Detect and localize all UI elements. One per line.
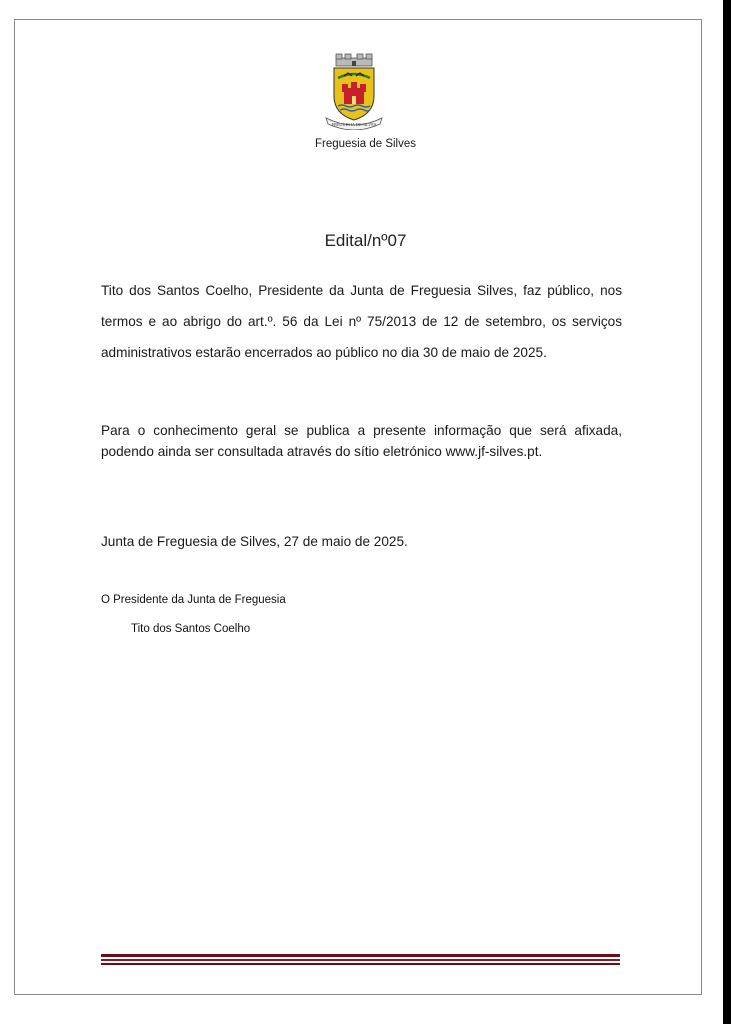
mural-crown-icon — [336, 54, 372, 66]
crest-scroll-text: FREGUESIA DE SILVES — [331, 122, 377, 127]
document-title: Edital/nº07 — [324, 231, 407, 250]
footer-rule-line — [101, 959, 620, 961]
window-edge-bar — [723, 0, 731, 1024]
footer-rule-line — [101, 954, 620, 957]
castle-icon — [342, 82, 366, 104]
place-and-date: Junta de Freguesia de Silves, 27 de maio de 2025. — [101, 534, 408, 549]
signer-role: O Presidente da Junta de Freguesia — [101, 594, 286, 606]
body-paragraph-announcement: Tito dos Santos Coelho, Presidente da Junta de Freguesia Silves, faz público, nos termos e ao abrigo do art.º. 56 da Lei nº 75/2013 de 12 de setembro, os serviços administrativos estarão encerrados ao público no dia 30 de maio de 2025. — [101, 283, 622, 360]
document-page — [14, 19, 702, 995]
footer-rule-line — [101, 963, 620, 965]
footer-rule — [101, 954, 620, 965]
body-paragraph-publication: Para o conhecimento geral se publica a presente informação que será afixada, podendo ainda ser consultada através do sítio eletrónico www.jf-silves.pt. — [101, 423, 622, 459]
parish-crest-logo — [322, 52, 386, 130]
signer-name: Tito dos Santos Coelho — [131, 623, 251, 635]
parish-name: Freguesia de Silves — [315, 138, 416, 150]
